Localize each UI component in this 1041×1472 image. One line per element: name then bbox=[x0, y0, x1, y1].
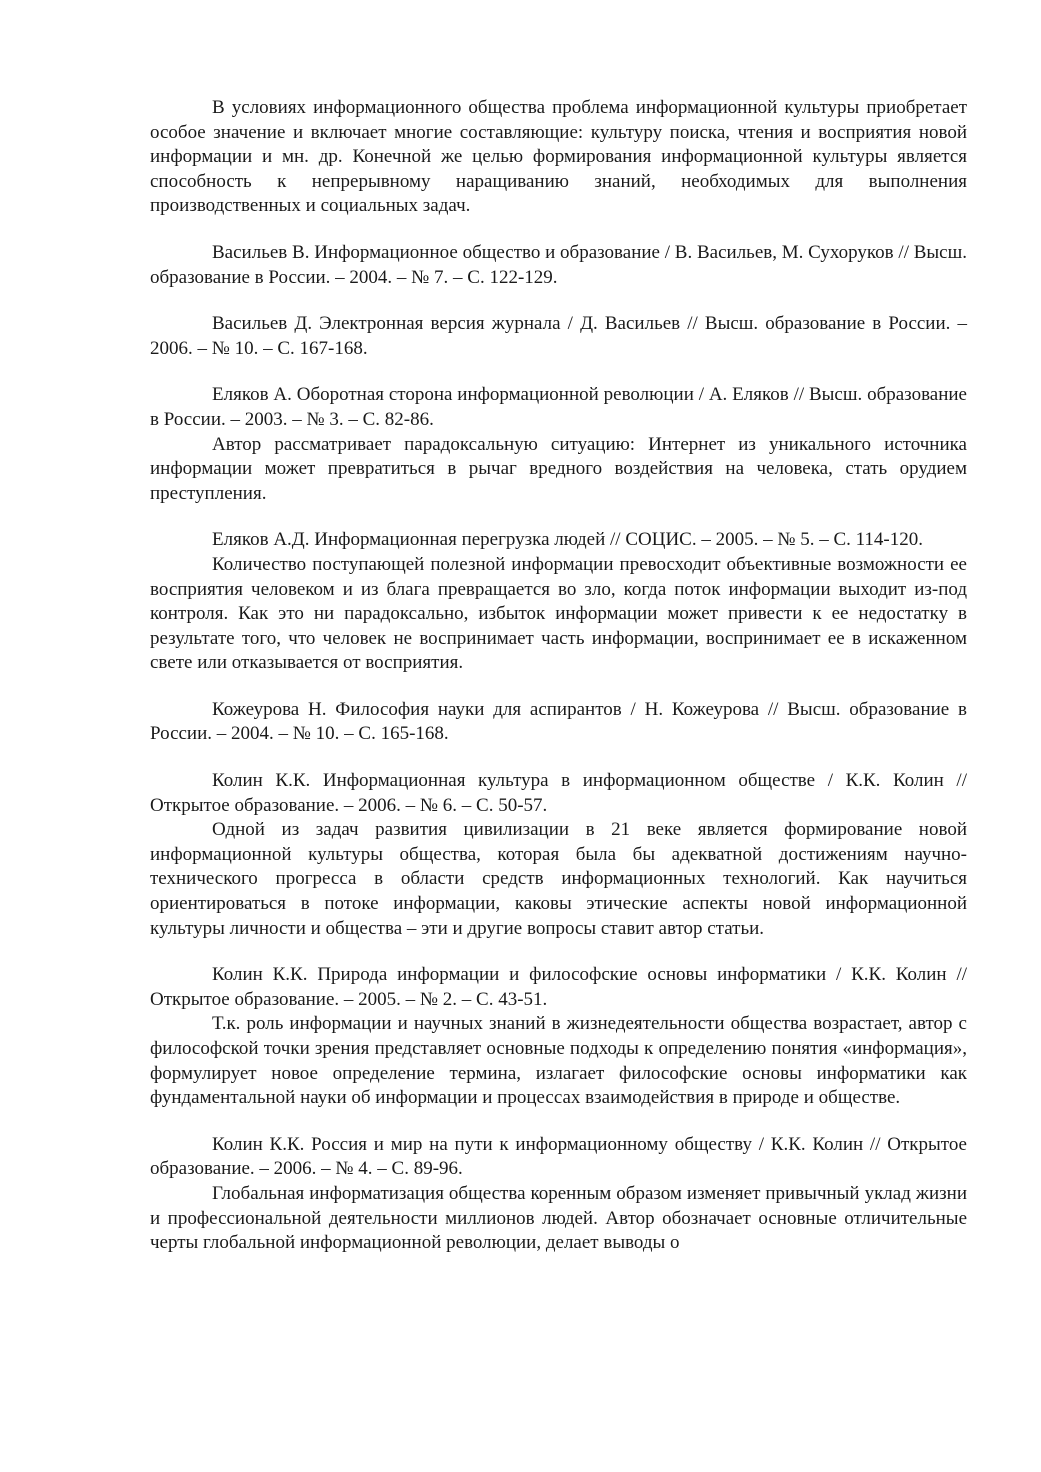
annotation: Одной из задач развития цивилизации в 21 веке является формирование новой информационной культуры общества, которая была бы адекватной достижениям научно-технического прогресса в области средств информационных технологий. Как научиться ориентироваться в потоке информации, каковы этические аспекты новой информационной культуры личности и общества – эти и другие вопросы ставит автор статьи. bbox=[150, 819, 967, 939]
annotation: Глобальная информатизация общества коренным образом изменяет привычный уклад жизни и профессиональной деятельности миллионов людей. Автор обозначает основные отличительные черты глобальной информационной революции, делает выводы о bbox=[150, 1182, 967, 1254]
bibliography-entry bbox=[150, 383, 967, 506]
citation: Еляков А. Оборотная сторона информационной революции / А. Еляков // Высш. образование в России. – 2003. – № 3. – С. 82-86. bbox=[150, 384, 967, 430]
document-page bbox=[150, 96, 967, 1278]
citation: Васильев В. Информационное общество и образование / В. Васильев, М. Сухоруков // Высш. образование в России. – 2004. – № 7. – С. 122-129. bbox=[150, 241, 967, 288]
citation: Колин К.К. Россия и мир на пути к информационному обществу / К.К. Колин // Открытое образование. – 2006. – № 4. – С. 89-96. bbox=[150, 1133, 967, 1180]
annotation: Количество поступающей полезной информации превосходит объективные возможности ее восприятия человеком и из блага превращается во зло, когда поток информации выходит из-под контроля. Как это ни парадоксально, избыток информации может привести к ее недостатку в результате того, что человек не воспринимает часть информации, воспринимает ее в искаженном свете или отказывается от восприятия. bbox=[150, 553, 967, 674]
citation: Васильев Д. Электронная версия журнала / Д. Васильев // Высш. образование в России. – 2006. – № 10. – С. 167-168. bbox=[150, 313, 967, 359]
bibliography-entry bbox=[150, 769, 967, 941]
intro-paragraph-block bbox=[150, 96, 967, 219]
intro-paragraph: В условиях информационного общества проблема информационной культуры приобретает особое значение и включает многие составляющие: культуру поиска, чтения и восприятия новой информации и мн. др. Конечной же целью формирования информационной культуры является способность к непрерывному наращиванию знаний, необходимых для выполнения производственных и социальных задач. bbox=[150, 97, 967, 217]
bibliography-entry bbox=[150, 528, 967, 676]
bibliography-entry bbox=[150, 1133, 967, 1256]
annotation: Т.к. роль информации и научных знаний в жизнедеятельности общества возрастает, автор с философской точки зрения представляет основные подходы к определению понятия «информация», формулирует новое определение термина, излагает философские основы информатики как фундаментальной науки об информации и процессах взаимодействия в природе и обществе. bbox=[150, 1013, 967, 1109]
bibliography-entry bbox=[150, 312, 967, 361]
citation: Кожеурова Н. Философия науки для аспирантов / Н. Кожеурова // Высш. образование в России. – 2004. – № 10. – С. 165-168. bbox=[150, 698, 967, 745]
citation: Еляков А.Д. Информационная перегрузка людей // СОЦИС. – 2005. – № 5. – С. 114-120. bbox=[212, 529, 924, 551]
citation: Колин К.К. Информационная культура в информационном обществе / К.К. Колин // Открытое образование. – 2006. – № 6. – С. 50-57. bbox=[150, 770, 967, 816]
bibliography-entry bbox=[150, 963, 967, 1111]
bibliography-entry bbox=[150, 241, 967, 290]
annotation: Автор рассматривает парадоксальную ситуацию: Интернет из уникального источника информации может превратиться в рычаг вредного воздействия на человека, стать орудием преступления. bbox=[150, 433, 967, 504]
bibliography-entry bbox=[150, 698, 967, 747]
citation: Колин К.К. Природа информации и философские основы информатики / К.К. Колин // Открытое образование. – 2005. – № 2. – С. 43-51. bbox=[150, 964, 967, 1010]
